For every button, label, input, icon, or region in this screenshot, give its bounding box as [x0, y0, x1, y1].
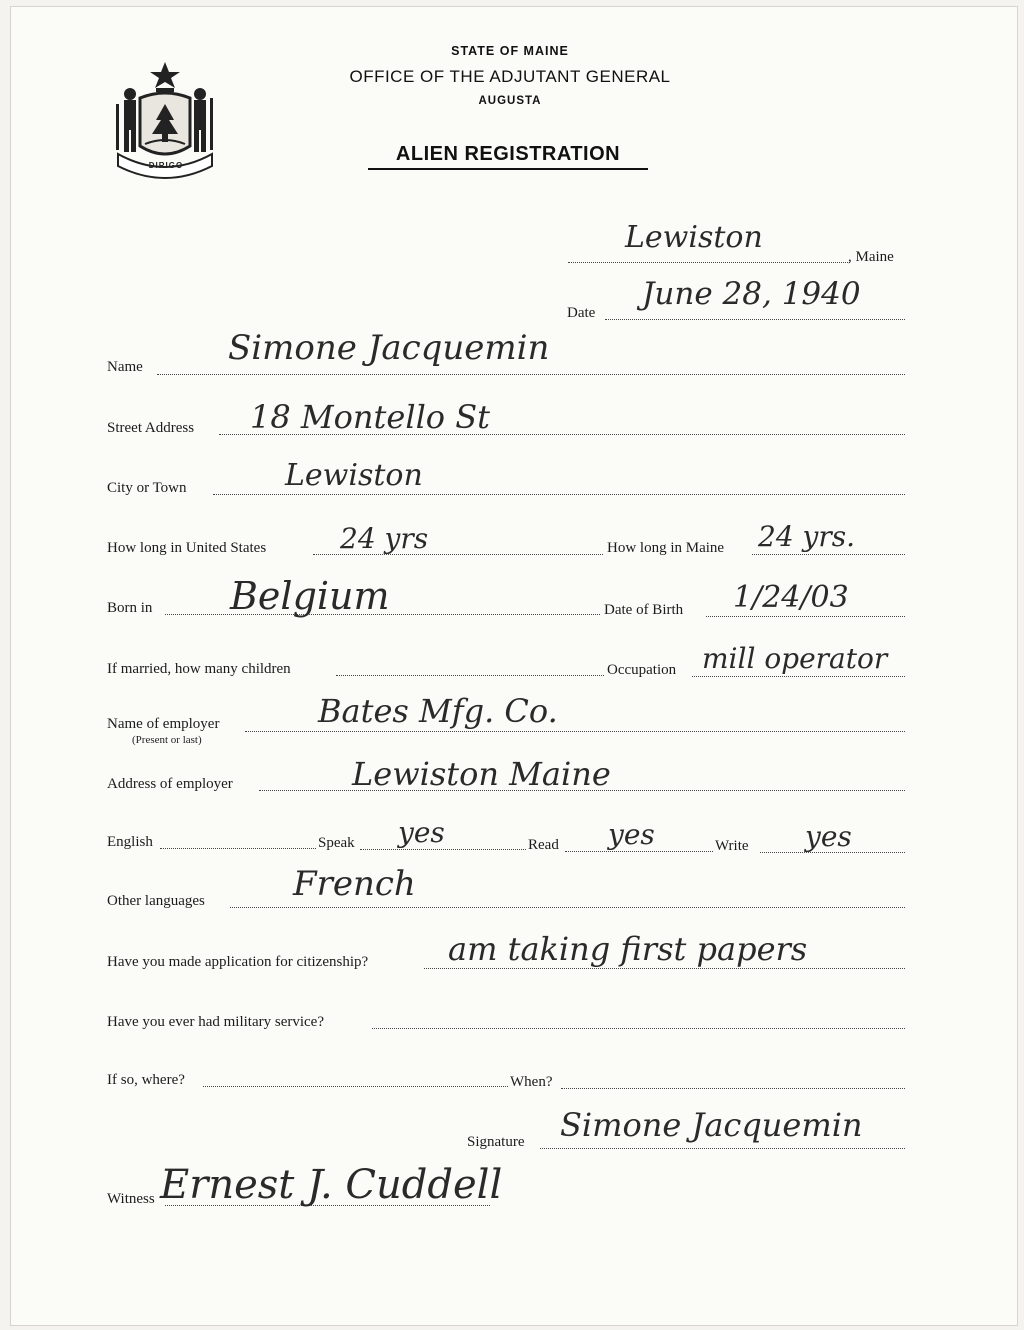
witness-value: Ernest J. Cuddell: [160, 1162, 503, 1208]
military-line: [372, 1028, 905, 1029]
occupation-label: Occupation: [607, 662, 677, 678]
other-languages-line: [230, 907, 905, 908]
when-label: When?: [510, 1074, 553, 1090]
header-office: OFFICE OF THE ADJUTANT GENERAL: [349, 67, 671, 86]
city-label: City or Town: [107, 480, 187, 496]
date-of-birth-value: 1/24/03: [733, 580, 849, 615]
other-languages-label: Other languages: [107, 893, 205, 909]
english-label: English: [107, 834, 153, 850]
seal-motto: DIRIGO: [148, 161, 184, 170]
street-address-label: Street Address: [107, 420, 195, 436]
read-value: yes: [608, 818, 655, 851]
occupation-value: mill operator: [702, 642, 888, 675]
name-value: Simone Jacquemin: [228, 328, 550, 368]
header-city: AUGUSTA: [478, 95, 542, 107]
write-label: Write: [715, 838, 749, 854]
city-value: Lewiston: [285, 458, 423, 493]
employer-address-label: Address of employer: [107, 776, 233, 792]
date-line: [605, 319, 905, 320]
speak-value: yes: [398, 816, 445, 849]
date-value: June 28, 1940: [642, 276, 861, 312]
name-label: Name: [107, 359, 143, 375]
speak-label: Speak: [318, 835, 355, 851]
witness-label: Witness: [107, 1191, 155, 1207]
where-line: [203, 1086, 508, 1087]
form-title: ALIEN REGISTRATION: [368, 143, 648, 170]
citizenship-value: am taking first papers: [448, 930, 808, 968]
signature-label: Signature: [467, 1134, 525, 1150]
write-value: yes: [805, 820, 852, 853]
date-of-birth-line: [706, 616, 905, 617]
town-line: [568, 262, 850, 263]
other-languages-value: French: [293, 864, 416, 904]
read-line: [565, 851, 713, 852]
signature-value: Simone Jacquemin: [560, 1106, 863, 1144]
military-label: Have you ever had military service?: [107, 1014, 324, 1030]
how-long-maine-line: [752, 554, 905, 555]
citizenship-line: [424, 968, 905, 969]
employer-address-value: Lewiston Maine: [352, 755, 611, 793]
how-long-us-label: How long in United States: [107, 540, 267, 556]
employer-name-label: Name of employer: [107, 716, 220, 732]
how-long-us-value: 24 yrs: [340, 522, 429, 555]
occupation-line: [692, 676, 905, 677]
citizenship-label: Have you made application for citizenship?: [107, 954, 369, 970]
children-label: If married, how many children: [107, 661, 291, 677]
city-line: [213, 494, 905, 495]
read-label: Read: [528, 837, 559, 853]
town-value: Lewiston: [625, 220, 763, 255]
employer-name-note: (Present or last): [132, 734, 202, 746]
how-long-maine-value: 24 yrs.: [758, 520, 856, 553]
employer-name-line: [245, 731, 905, 732]
speak-line: [360, 849, 526, 850]
where-label: If so, where?: [107, 1072, 185, 1088]
name-line: [157, 374, 905, 375]
signature-line: [540, 1148, 905, 1149]
date-label: Date: [567, 305, 596, 321]
street-address-value: 18 Montello St: [250, 398, 491, 436]
how-long-maine-label: How long in Maine: [607, 540, 725, 556]
children-line: [336, 675, 604, 676]
english-line: [160, 848, 316, 849]
maine-label: , Maine: [848, 249, 894, 265]
employer-name-value: Bates Mfg. Co.: [318, 692, 558, 730]
date-of-birth-label: Date of Birth: [604, 602, 684, 618]
born-in-value: Belgium: [230, 574, 390, 618]
born-in-label: Born in: [107, 600, 153, 616]
when-line: [561, 1088, 905, 1089]
header-state: STATE OF MAINE: [451, 44, 569, 58]
